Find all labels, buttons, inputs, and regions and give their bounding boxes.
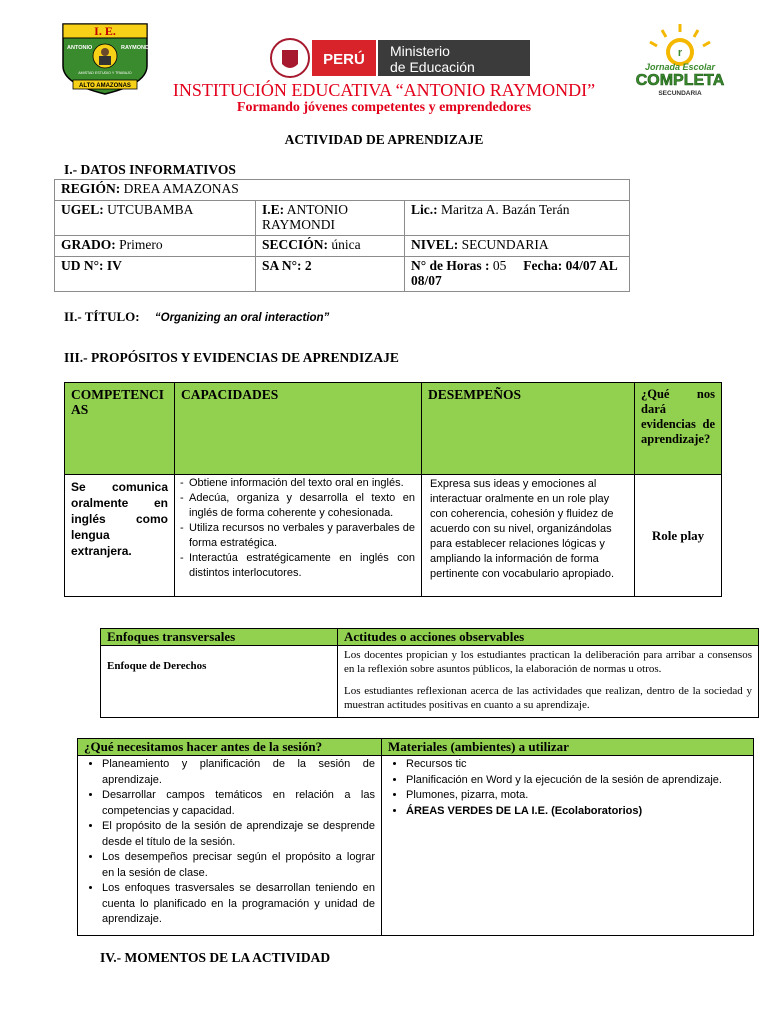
- lic-value: Maritza A. Bazán Terán: [437, 202, 570, 217]
- antes-item: • Los desempeños precisar según el propósito a lograr en la sesión de clase.: [102, 850, 375, 881]
- fecha-label: Fecha: 04/07 AL 08/07: [411, 258, 618, 288]
- minedu-line1: Ministerio: [390, 43, 450, 59]
- nivel-cell: [405, 236, 630, 257]
- ugel-cell: [55, 201, 256, 236]
- grado-value: Primero: [115, 237, 163, 252]
- titulo-value: “Organizing an oral interaction”: [154, 312, 330, 324]
- region-cell: [55, 180, 630, 201]
- logo-right-word: RAYMONDI: [121, 45, 151, 51]
- actitud-1: Los docentes propician y los estudiantes practican la deliberación para arribar a consensos en la reflexión sobre asuntos públicos, la elaboración de normas u otros.: [344, 649, 752, 675]
- institution-slogan: Formando jóvenes competentes y emprendedores: [236, 100, 532, 115]
- capacidad-item: - Interactúa estratégicamente en inglés con distintos interlocutores.: [181, 551, 415, 581]
- datos-table: [54, 179, 630, 292]
- ugel-label: UGEL:: [61, 202, 104, 217]
- material-item: • Recursos tic: [406, 757, 747, 773]
- sa-cell: SA N°: 2: [256, 257, 405, 292]
- antes-item: • Desarrollar campos temáticos en relación a las competencias y capacidad.: [102, 788, 375, 819]
- section-datos-heading: I.- DATOS INFORMATIVOS: [64, 162, 236, 177]
- necesitamos-table: [77, 738, 754, 936]
- minedu-country: PERÚ: [323, 51, 365, 68]
- competencia-cell: Se comunica oralmente en inglés como lengua extranjera.: [65, 475, 175, 597]
- antes-item: • Planeamiento y planificación de la sesión de aprendizaje.: [102, 757, 375, 788]
- evidencia-cell: Role play: [635, 475, 722, 597]
- col-actitudes: Actitudes o acciones observables: [338, 629, 759, 646]
- ie-cell: [256, 201, 405, 236]
- enfoque-cell: Enfoque de Derechos: [101, 646, 338, 718]
- jornada-line2: COMPLETA: [635, 72, 725, 89]
- logo-banner: ALTO AMAZONAS: [79, 83, 131, 89]
- col-capacidades: CAPACIDADES: [175, 383, 422, 475]
- minedu-logo: [268, 36, 530, 80]
- col-enfoques: Enfoques transversales: [101, 629, 338, 646]
- col-competencias: COMPETENCIAS: [65, 383, 175, 475]
- enfoques-table: [100, 628, 759, 718]
- seccion-cell: [256, 236, 405, 257]
- material-item: • Plumones, pizarra, mota.: [406, 788, 747, 804]
- logo-motto: AMISTAD ESTUDIO Y TRABAJO: [78, 71, 132, 75]
- col-antes: ¿Qué necesitamos hacer antes de la sesión?: [78, 739, 382, 756]
- material-item: • ÁREAS VERDES DE LA I.E. (Ecolaboratorios): [406, 804, 747, 820]
- propositos-table: [64, 382, 722, 597]
- logo-left-word: ANTONIO: [67, 45, 93, 51]
- desempeno-cell: Expresa sus ideas y emociones al interactuar oralmente en un role play con coherencia, cohesión y fluidez de acuerdo con su nivel, organizándolas para establecer relaciones lógicas y ampliando la información de forma pertinente con vocabulario apropiado.: [422, 475, 635, 597]
- ie-value: ANTONIO RAYMONDI: [262, 202, 349, 232]
- seccion-value: única: [328, 237, 361, 252]
- section-momentos-heading: IV.- MOMENTOS DE LA ACTIVIDAD: [100, 950, 331, 965]
- antes-cell: [78, 756, 382, 936]
- logo-top-text: I. E.: [94, 24, 116, 38]
- horas-value: 05: [489, 258, 507, 273]
- ud-cell: UD N°: IV: [55, 257, 256, 292]
- region-value: DREA AMAZONAS: [120, 181, 239, 196]
- capacidad-item: - Obtiene información del texto oral en inglés.: [181, 476, 415, 491]
- antes-item: • Los enfoques trasversales se desarrollan teniendo en cuenta lo planificado en la programación y unidad de aprendizaje.: [102, 881, 375, 928]
- material-item: • Planificación en Word y la ejecución de la sesión de aprendizaje.: [406, 773, 747, 789]
- jornada-line3: SECUNDARIA: [658, 90, 702, 97]
- grado-cell: [55, 236, 256, 257]
- region-label: REGIÓN:: [61, 181, 121, 196]
- nivel-value: SECUNDARIA: [458, 237, 549, 252]
- horas-label: N° de Horas :: [411, 258, 490, 273]
- grado-label: GRADO:: [61, 237, 116, 252]
- section-propositos-heading: III.- PROPÓSITOS Y EVIDENCIAS DE APRENDIZAJE: [64, 350, 399, 365]
- minedu-line2: de Educación: [390, 59, 475, 75]
- institution-title: INSTITUCIÓN EDUCATIVA “ANTONIO RAYMONDI”: [172, 80, 596, 100]
- actitudes-cell: [338, 646, 759, 718]
- jornada-line1: Jornada Escolar: [644, 62, 716, 72]
- capacidades-cell: [175, 475, 422, 597]
- capacidad-item: - Adecúa, organiza y desarrolla el texto en inglés de forma coherente y cohesionada.: [181, 491, 415, 521]
- ie-label: I.E:: [262, 202, 285, 217]
- lic-label: Lic.:: [411, 202, 438, 217]
- titulo-row: [64, 309, 329, 325]
- seccion-label: SECCIÓN:: [262, 237, 329, 252]
- col-desempenos: DESEMPEÑOS: [422, 383, 635, 475]
- capacidad-item: - Utiliza recursos no verbales y paraverbales de forma estratégica.: [181, 521, 415, 551]
- nivel-label: NIVEL:: [411, 237, 459, 252]
- antes-item: • El propósito de la sesión de aprendizaje se desprende desde el título de la sesión.: [102, 819, 375, 850]
- col-evidencias: ¿Qué nos dará evidencias de aprendizaje?: [635, 383, 722, 475]
- lic-cell: [405, 201, 630, 236]
- horas-cell: [405, 257, 630, 292]
- svg-text:r: r: [677, 47, 683, 59]
- materiales-cell: [382, 756, 754, 936]
- titulo-label: II.- TÍTULO:: [64, 309, 140, 324]
- ugel-value: UTCUBAMBA: [103, 202, 194, 217]
- col-materiales: Materiales (ambientes) a utilizar: [382, 739, 754, 756]
- document-title: ACTIVIDAD DE APRENDIZAJE: [284, 132, 484, 147]
- actitud-2: Los estudiantes reflexionan acerca de las actividades que realizan, dentro de la sociedad y muestran actitudes positivas en cuanto a su aprendizaje.: [344, 685, 752, 711]
